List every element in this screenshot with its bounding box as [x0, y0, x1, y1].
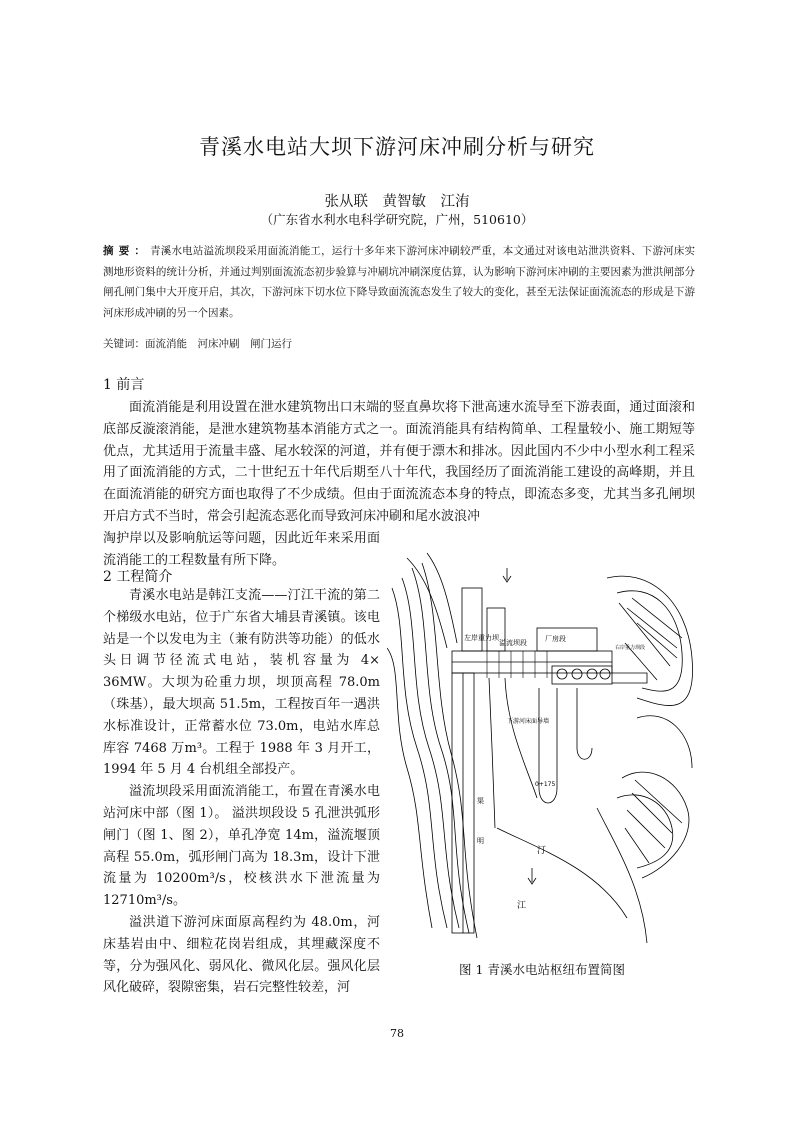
abstract [103, 241, 695, 323]
label-chainage: 0+175 [535, 781, 556, 788]
affiliation: （广东省水利水电科学研究院，广州，510610） [260, 212, 534, 227]
dam-layout-drawing [387, 548, 697, 948]
section-1-paragraph-tail: 淘护岸以及影响航运等问题，因此近年来采用面流消能工的工程数量有所下降。 [103, 531, 380, 568]
section-1-tail [103, 528, 380, 572]
abstract-text: 青溪水电站溢流坝段采用面流消能工，运行十多年来下游河床冲刷较严重，本文通过对该电站泄洪资料、下游河床实测地形资料的统计分析，并通过判别面流流态初步验算与冲刷坑冲刷深度估算，认为影响下游河床冲刷的主要因素为泄洪闸部分闸孔闸门集中大开度开启，其次，下游河床下切水位下降导致面流流态发生了较大的变化，甚至无法保证面流流态的形成是下游河床形成冲刷的另一个因素。 [103, 245, 696, 319]
section-2-heading: 2 工程简介 [103, 569, 173, 585]
label-powerhouse: 厂房段 [545, 635, 566, 643]
section-2-body [103, 585, 380, 999]
label-qu: 渠 [477, 797, 484, 805]
keywords: 关键词：面流消能 河床冲刷 闸门运行 [103, 338, 292, 350]
figure-caption: 图 1 青溪水电站枢纽布置简图 [459, 962, 625, 977]
section-1-heading: 1 前言 [103, 377, 145, 393]
paper-title: 青溪水电站大坝下游河床冲刷分析与研究 [199, 135, 595, 159]
label-guide-wall: 下游河床面导墙 [507, 718, 550, 725]
abstract-label: 摘要： [103, 245, 151, 257]
label-spillway: 溢流坝段 [499, 639, 527, 647]
section-2-paragraph-1: 青溪水电站是韩江支流——汀江干流的第二个梯级水电站，位于广东省大埔县青溪镇。该电站是一个以发电为主（兼有防洪等功能）的低水头日调节径流式电站，装机容量为 4× 36MW。大坝为砼重力坝，坝顶高程 78.0m（珠基），最大坝高 51.5m，工程按百年一遇洪水标准设计，正常蓄水位 73.0m，电站水库总库容 7468 万m³。工程于 1988 年 3 月开工，1994 年 5 月 4 台机组全部投产。 [103, 588, 380, 778]
label-jiang-2: 江 [517, 901, 527, 911]
label-right-dam: 右岸重力坝段 [615, 645, 646, 651]
label-left-dam: 左岸重力坝 [464, 634, 499, 642]
section-2-paragraph-3: 溢洪道下游河床面原高程约为 48.0m，河床基岩由中、细粒花岗岩组成，其埋藏深度不等，分为强风化、弱风化、微风化层。强风化层风化破碎，裂隙密集，岩石完整性较差，河 [103, 914, 380, 996]
label-jiang-1: 汀 [537, 846, 547, 856]
page-number: 78 [390, 1027, 404, 1040]
section-1-body [103, 397, 695, 528]
author-list: 张从联 黄智敏 江洧 [324, 194, 470, 210]
section-1-paragraph: 面流消能是利用设置在泄水建筑物出口末端的竖直鼻坎将下泄高速水流导至下游表面，通过面滚和底部反漩滚消能，是泄水建筑物基本消能方式之一。面流消能具有结构简单、工程量较小、施工期短等优点，尤其适用于流量丰盛、尾水较深的河道，并有便于漂木和排冰。因此国内不少中小型水利工程采用了面流消能的方式，二十世纪五十年代后期至八十年代，我国经历了面流消能工建设的高峰期，并且在面流消能的研究方面也取得了不少成绩。但由于面流流态本身的特点，即流态多变，尤其当多孔闸坝开启方式不当时，常会引起流态恶化而导致河床冲刷和尾水波浪冲 [103, 400, 695, 524]
section-2-paragraph-2: 溢流坝段采用面流消能工，布置在青溪水电站河床中部（图 1）。 溢洪坝段设 5 孔泄洪弧形闸门（图 1、图 2），单孔净宽 14m，溢流堰顶高程 55.0m，弧形闸门高为 18.3m，设计下泄流量为 10200m³/s，校核洪水下泄流量为 12710m³/s。 [103, 784, 380, 909]
label-ming: 明 [477, 837, 484, 845]
layout-figure [387, 548, 697, 948]
